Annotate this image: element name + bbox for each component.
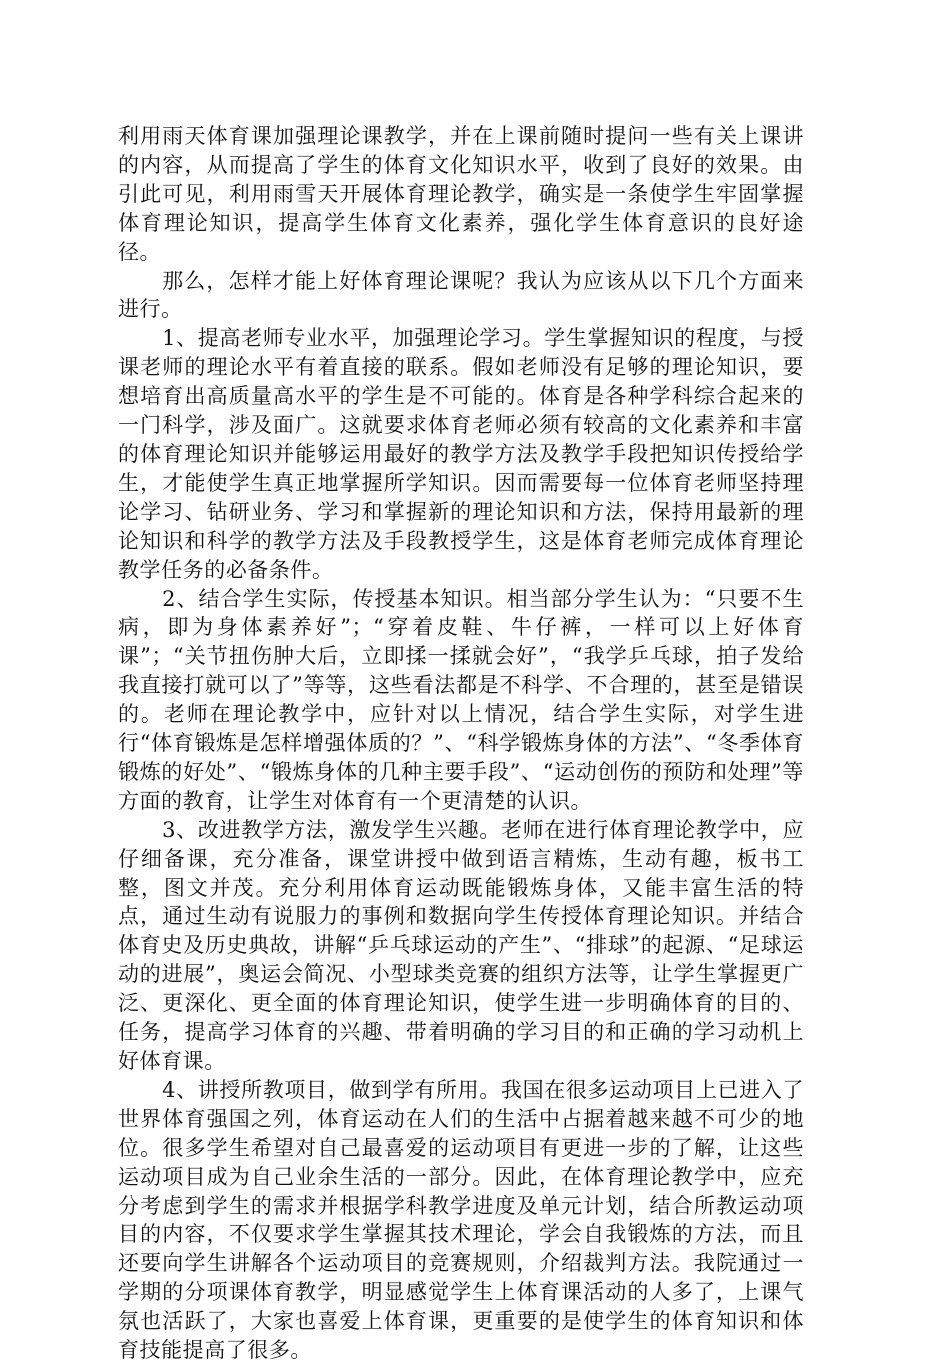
paragraph-continued: 利用雨天体育课加强理论课教学，并在上课前随时提问一些有关上课讲的内容，从而提高了学生的体育文化知识水平，收到了良好的效果。由引此可见，利用雨雪天开展体育理论教学，确实是一条使学生牢固掌握体育理论知识，提高学生体育文化素养，强化学生体育意识的良好途径。 (118, 124, 804, 264)
document-body (118, 122, 804, 1365)
paragraph-point-2: 2、结合学生实际，传授基本知识。相当部分学生认为：“只要不生病，即为身体素养好”；“穿着皮鞋、牛仔裤，一样可以上好体育课”；“关节扭伤肿大后，立即揉一揉就会好”，“我学乒乓球，拍子发给我直接打就可以了”等等，这些看法都是不科学、不合理的，甚至是错误的。老师在理论教学中，应针对以上情况，结合学生实际，对学生进行“体育锻炼是怎样增强体质的？”、“科学锻炼身体的方法”、“冬季体育锻炼的好处”、“锻炼身体的几种主要手段”、“运动创伤的预防和处理”等方面的教育，让学生对体育有一个更清楚的认识。 (118, 586, 804, 813)
paragraph-point-4: 4、讲授所教项目，做到学有所用。我国在很多运动项目上已进入了世界体育强国之列，体育运动在人们的生活中占据着越来越不可少的地位。很多学生希望对自己最喜爱的运动项目有更进一步的了解，让这些运动项目成为自己业余生活的一部分。因此，在体育理论教学中，应充分考虑到学生的需求并根据学科教学进度及单元计划，结合所教运动项目的内容，不仅要求学生掌握其技术理论，学会自我锻炼的方法，而且还要向学生讲解各个运动项目的竞赛规则，介绍裁判方法。我院通过一学期的分项课体育教学，明显感觉学生上体育课活动的人多了，上课气氛也活跃了，大家也喜爱上体育课，更重要的是使学生的体育知识和体育技能提高了很多。 (118, 1077, 804, 1363)
paragraph-point-3: 3、改进教学方法，激发学生兴趣。老师在进行体育理论教学中，应仔细备课，充分准备，课堂讲授中做到语言精炼，生动有趣，板书工整，图文并茂。充分利用体育运动既能锻炼身体，又能丰富生活的特点，通过生动有说服力的事例和数据向学生传授体育理论知识。并结合体育史及历史典故，讲解“乒乓球运动的产生”、“排球”的起源、“足球运动的进展”，奥运会简况、小型球类竞赛的组织方法等，让学生掌握更广泛、更深化、更全面的体育理论知识，使学生进一步明确体育的目的、任务，提高学习体育的兴趣、带着明确的学习目的和正确的学习动机上好体育课。 (118, 817, 804, 1073)
paragraph-intro-question: 那么，怎样才能上好体育理论课呢？我认为应该从以下几个方面来进行。 (118, 268, 804, 322)
paragraph-point-1: 1、提高老师专业水平，加强理论学习。学生掌握知识的程度，与授课老师的理论水平有着直接的联系。假如老师没有足够的理论知识，要想培育出高质量高水平的学生是不可能的。体育是各种学科综合起来的一门科学，涉及面广。这就要求体育老师必须有较高的文化素养和丰富的体育理论知识并能够运用最好的教学方法及教学手段把知识传授给学生，才能使学生真正地掌握所学知识。因而需要每一位体育老师坚持理论学习、钻研业务、学习和掌握新的理论知识和方法，保持用最新的理论知识和科学的教学方法及手段教授学生，这是体育老师完成体育理论教学任务的必备条件。 (118, 326, 804, 582)
